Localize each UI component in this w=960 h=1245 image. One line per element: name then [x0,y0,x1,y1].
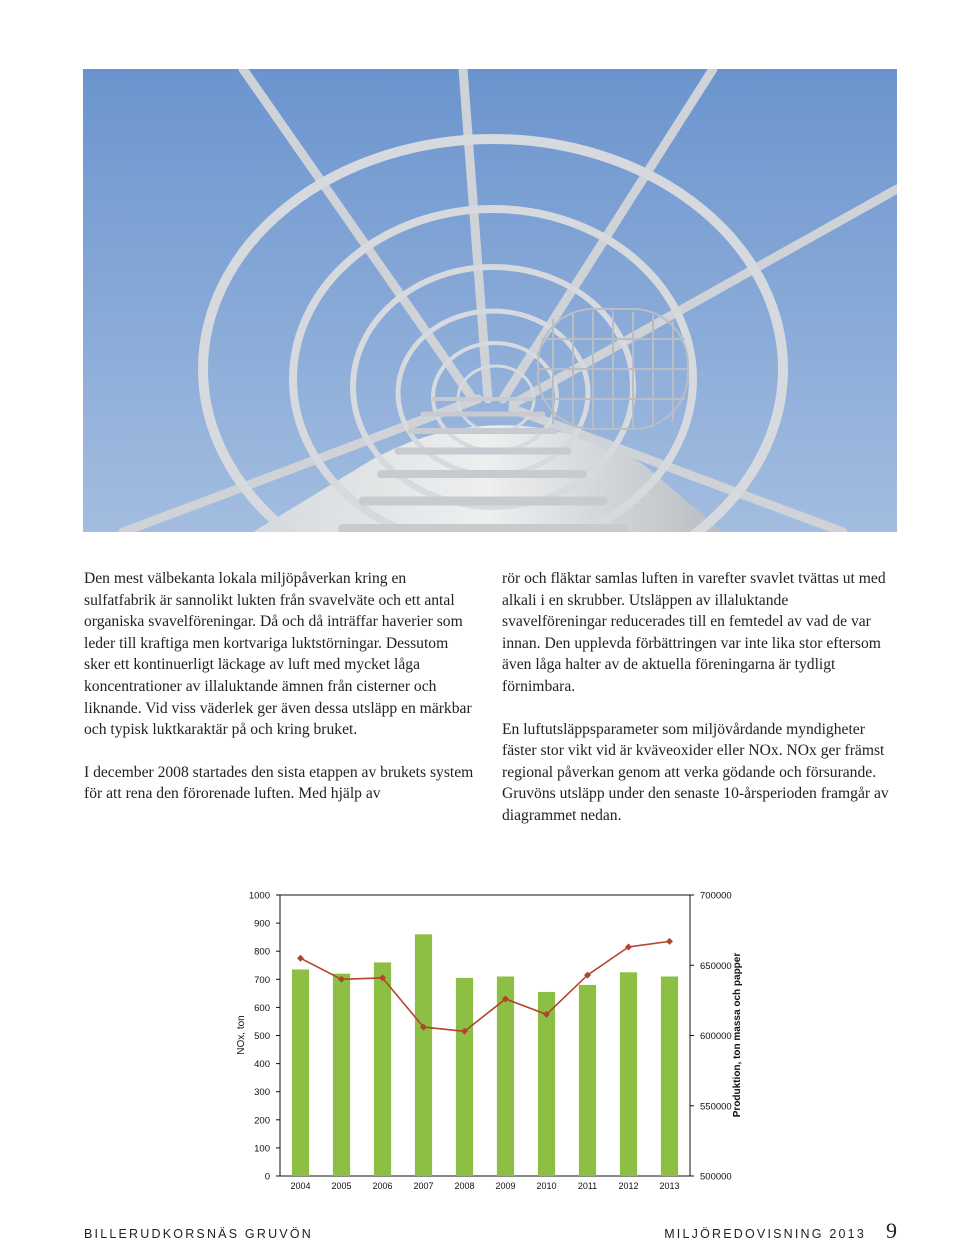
x-tick-label: 2004 [290,1181,311,1191]
y-tick-label: 100 [254,1143,270,1155]
y-tick-label: 600 [254,1002,270,1014]
nox-bar [456,978,473,1176]
footer-company: BILLERUDKORSNÄS GRUVÖN [84,1227,313,1241]
x-tick-label: 2009 [495,1181,516,1191]
right-text-column [502,568,894,848]
right-paragraph-1: rör och fläktar samlas luften in varefter svavlet tvättas ut med alkali i en skrubber. Utsläppen av illaluktande svavelföreningar reducerades till en femtedel av vad de var innan. Den upplevda förbättringen var inte lika stor eftersom även låga halter av de aktuella föreningarna är tydligt förnimbara. [502,570,886,695]
y2-tick-label: 650000 [700,960,732,972]
y2-axis-label: Produktion, ton massa och papper [732,952,743,1118]
nox-bar [374,962,391,1176]
x-tick-label: 2011 [577,1181,598,1191]
x-tick-label: 2013 [659,1181,680,1191]
y2-tick-label: 700000 [700,890,732,902]
x-tick-label: 2012 [618,1181,639,1191]
y2-tick-label: 600000 [700,1031,732,1042]
production-point [297,955,304,962]
y-tick-label: 400 [254,1059,270,1071]
left-paragraph-2: I december 2008 startades den sista etappen av brukets system för att rena den förorenade luften. Med hjälp av [84,763,474,803]
nox-bar [292,969,309,1176]
chart-canvas [228,880,748,1200]
y-tick-label: 900 [254,918,270,930]
x-tick-label: 2008 [454,1181,475,1191]
y-tick-label: 300 [254,1087,270,1099]
y2-tick-label: 500000 [700,1171,732,1183]
x-tick-label: 2005 [331,1181,352,1191]
nox-bar [497,976,514,1176]
ladder-cage-photo [83,69,897,532]
y-tick-label: 200 [254,1115,270,1127]
y-tick-label: 0 [264,1171,270,1183]
nox-bar [333,974,350,1176]
page-number: 9 [886,1218,897,1243]
nox-bar [620,972,637,1176]
y-tick-label: 700 [254,974,270,986]
right-paragraph-2: En luftutsläppsparameter som miljövårdande myndigheter fäster stor vikt vid är kväveoxider eller NOx. NOx ger främst regional påverkan genom att verka gödande och försurande. Gruvöns utsläpp under den senaste 10-årsperioden framgår av diagrammet nedan. [502,720,889,824]
nox-bar [415,934,432,1176]
nox-bar [538,992,555,1176]
production-point [666,938,673,945]
x-tick-label: 2006 [372,1181,393,1191]
ladder-cage-illustration [83,69,897,532]
x-tick-label: 2007 [413,1181,434,1191]
nox-bar [579,985,596,1176]
production-line [301,941,670,1031]
x-tick-label: 2010 [536,1181,557,1191]
y-tick-label: 800 [254,946,270,958]
nox-bar [661,976,678,1176]
left-paragraph-1: Den mest välbekanta lokala miljöpåverkan kring en sulfatfabrik är sannolikt lukten från svavelväte och ett antal organiska svavelföreningar. Då och då inträffar haverier som leder till kraftiga men kortvariga luktstörningar. Dessutom sker ett kontinuerligt läckage av luft med mycket låga koncentrationer av illaluktande ämnen från cisterner och liknande. Vid viss väderlek ger även dessa utsläpp en märkbar och typisk luktkaraktär på och kring bruket. [84,570,472,739]
footer-report-title-text: MILJÖREDOVISNING 2013 [664,1227,866,1241]
footer-report-title [664,1227,866,1241]
y2-tick-label: 550000 [700,1101,732,1113]
y-tick-label: 500 [254,1031,270,1042]
y-tick-label: 1000 [248,890,270,902]
y-axis-label: NOx, ton [236,1015,247,1055]
left-text-column [84,568,476,826]
nox-production-chart [228,880,748,1200]
